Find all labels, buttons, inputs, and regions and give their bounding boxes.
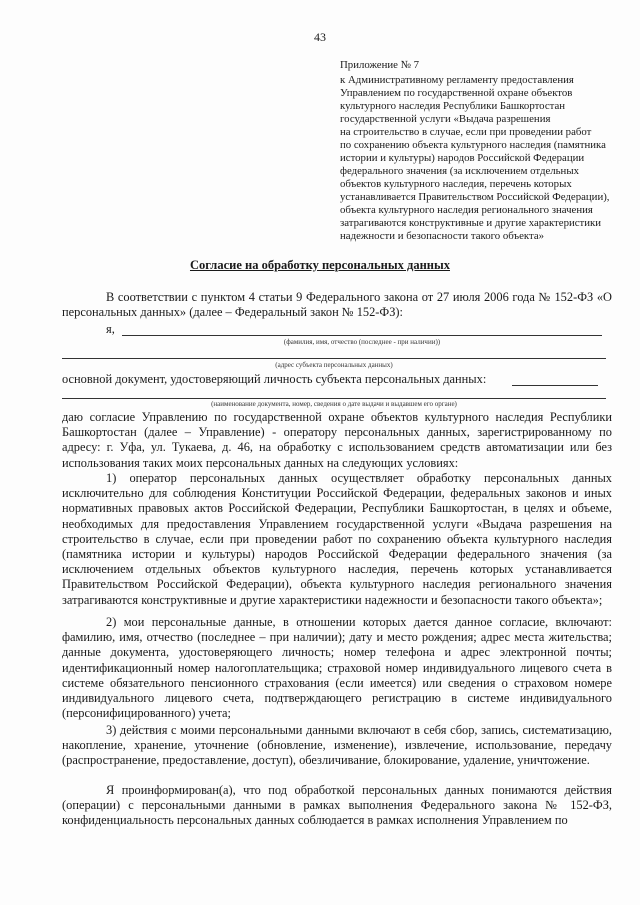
- consent-paragraph: даю согласие Управлению по государственной охране объектов культурного наследия Республики Башкортостан (далее – Управление) - оператору персональных данных, зарегистрированному по адресу: г. Уфа, ул. Тукаева, д. 46, на обработку с использованием средств автоматизации или без использования таких моих персональных данных на следующих условиях:: [62, 410, 612, 470]
- appendix-line: по сохранению объекта культурного наследия (памятника: [340, 139, 606, 151]
- field-i-line[interactable]: [122, 335, 602, 336]
- informed-paragraph: Я проинформирован(а), что под обработкой персональных данных понимаются действия (операции) с персональными данными в рамках выполнения Федерального закона № 152-ФЗ, конфиденциальность персональных данных соблюдается в рамках исполнения Управлением по: [62, 783, 612, 828]
- appendix-line: к Административному регламенту предоставления: [340, 74, 574, 86]
- appendix-line: истории и культуры) народов Российской Федерации: [340, 152, 585, 164]
- field-i-label: я,: [106, 322, 115, 336]
- field-document-label: основной документ, удостоверяющий личность субъекта персональных данных:: [62, 372, 487, 386]
- appendix-line: объектов культурного наследия, перечень которых: [340, 178, 572, 190]
- appendix-line: объекта культурного наследия регионального значения: [340, 204, 593, 216]
- field-i-caption: (фамилия, имя, отчество (последнее - при наличии)): [283, 338, 441, 346]
- document-title: Согласие на обработку персональных данных: [189, 258, 450, 272]
- appendix-line: федерального значения (за исключением отдельных: [340, 165, 579, 177]
- condition-1: 1) оператор персональных данных осуществляет обработку персональных данных исключительно для соблюдения Конституции Российской Федерации, федеральных законов и иных нормативных правовых актов Российской Федерации, Республики Башкортостан, в целях и объеме, необходимых для предоставления Управлением государственной услуги «Выдача разрешения на строительство в случае, если при проведении работ по сохранению объекта культурного наследия (памятника истории и культуры) народов Российской Федерации федерального значения (за исключением отдельных объектов культурного наследия, перечень которых устанавливается Правительством Российской Федерации), объекта культурного наследия регионального значения затрагиваются конструктивные и другие характеристики надежности и безопасности такого объекта»;: [62, 471, 612, 607]
- appendix-line: на строительство в случае, если при проведении работ: [340, 126, 592, 138]
- field-address-line[interactable]: [62, 358, 606, 359]
- appendix-line: надежности и безопасности такого объекта»: [340, 230, 545, 242]
- field-address-caption: (адрес субъекта персональных данных): [275, 361, 393, 369]
- condition-2: 2) мои персональные данные, в отношении которых дается данное согласие, включают: фамилию, имя, отчество (последнее – при наличии); дату и место рождения; адрес места жительства; данные документа, удостоверяющего личность; номер телефона и адрес электронной почты; идентификационный номер налогоплательщика; страховой номер индивидуального лицевого счета в системе обязательного пенсионного страхования (если имеется) или сведения о страховом номере индивидуального лицевого счета, подтверждающего регистрацию в системе индивидуального (персонифицированного) учета;: [62, 615, 612, 721]
- appendix-line: государственной услуги «Выдача разрешения: [340, 113, 551, 125]
- appendix-line: устанавливается Правительством Российской Федерации),: [340, 191, 610, 203]
- appendix-line: культурного наследия Республики Башкортостан: [340, 100, 566, 112]
- intro-paragraph: В соответствии с пунктом 4 статьи 9 Федерального закона от 27 июля 2006 года № 152-ФЗ «О персональных данных» (далее – Федеральный закон № 152-ФЗ):: [62, 290, 612, 320]
- page-number: 43: [314, 30, 326, 44]
- condition-3: 3) действия с моими персональными данными включают в себя сбор, запись, систематизацию, накопление, хранение, уточнение (обновление, изменение), извлечение, использование, передачу (распространение, предоставление, доступ), обезличивание, блокирование, удаление, уничтожение.: [62, 723, 612, 768]
- appendix-line: затрагиваются конструктивные и другие характеристики: [340, 217, 602, 229]
- appendix-title: Приложение № 7: [340, 59, 420, 71]
- field-document-caption: (наименование документа, номер, сведения о дате выдачи и выдавшем его органе): [211, 400, 457, 408]
- appendix-line: Управлением по государственной охране объектов: [340, 87, 573, 99]
- appendix-block: [340, 59, 630, 243]
- field-document-line[interactable]: [512, 385, 598, 386]
- field-document-line-2[interactable]: [62, 398, 606, 399]
